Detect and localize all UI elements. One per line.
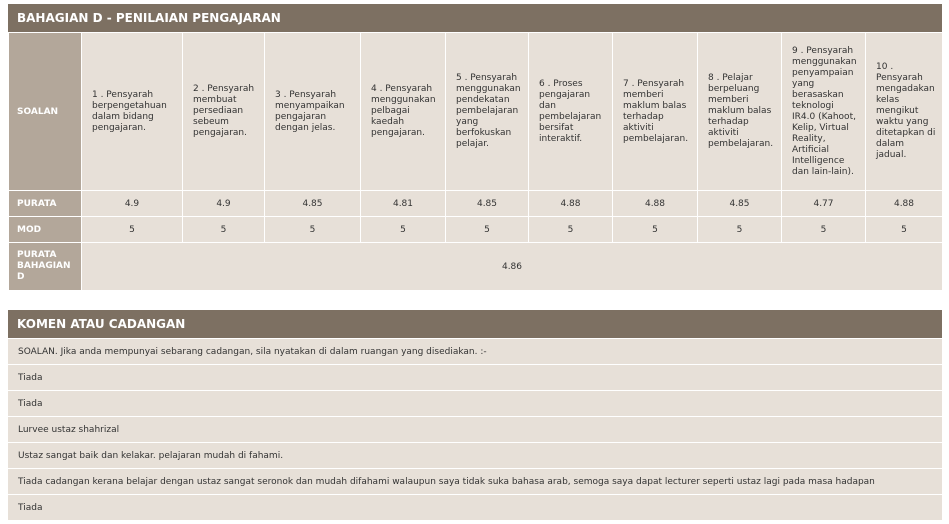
mod-value: 5 bbox=[361, 217, 446, 243]
row-label-soalan: SOALAN bbox=[9, 33, 82, 191]
question-cell: 1 . Pensyarah berpengetahuan dalam bidang pengajaran. bbox=[82, 33, 183, 191]
section-d-title: BAHAGIAN D - PENILAIAN PENGAJARAN bbox=[8, 4, 942, 32]
mod-row bbox=[9, 217, 943, 243]
comment-item: Lurvee ustaz shahrizal bbox=[8, 416, 942, 442]
mod-value: 5 bbox=[183, 217, 265, 243]
mod-value: 5 bbox=[782, 217, 866, 243]
purata-value: 4.88 bbox=[866, 191, 943, 217]
mod-value: 5 bbox=[529, 217, 613, 243]
comment-item: Tiada cadangan kerana belajar dengan ustaz sangat seronok dan mudah difahami walaupun saya tidak suka bahasa arab, semoga saya dapat lecturer seperti ustaz lagi pada masa hadapan bbox=[8, 468, 942, 494]
purata-value: 4.81 bbox=[361, 191, 446, 217]
purata-value: 4.77 bbox=[782, 191, 866, 217]
question-cell: 10 . Pensyarah mengadakan kelas mengikut waktu yang ditetapkan di dalam jadual. bbox=[866, 33, 943, 191]
mod-value: 5 bbox=[613, 217, 698, 243]
comments-question: SOALAN. Jika anda mempunyai sebarang cadangan, sila nyatakan di dalam ruangan yang disediakan. :- bbox=[8, 338, 942, 364]
row-label-mod: MOD bbox=[9, 217, 82, 243]
question-cell: 2 . Pensyarah membuat persediaan sebeum pengajaran. bbox=[183, 33, 265, 191]
purata-value: 4.88 bbox=[529, 191, 613, 217]
purata-bahagian-value: 4.86 bbox=[82, 243, 943, 291]
mod-value: 5 bbox=[265, 217, 361, 243]
purata-value: 4.9 bbox=[82, 191, 183, 217]
purata-value: 4.85 bbox=[446, 191, 529, 217]
questions-row bbox=[9, 33, 943, 191]
row-label-purata: PURATA bbox=[9, 191, 82, 217]
comment-item: Tiada bbox=[8, 390, 942, 416]
purata-value: 4.85 bbox=[265, 191, 361, 217]
mod-value: 5 bbox=[866, 217, 943, 243]
purata-value: 4.88 bbox=[613, 191, 698, 217]
mod-value: 5 bbox=[698, 217, 782, 243]
comment-item: Tiada bbox=[8, 494, 942, 520]
purata-value: 4.9 bbox=[183, 191, 265, 217]
comments-panel bbox=[8, 310, 942, 520]
question-cell: 3 . Pensyarah menyampaikan pengajaran dengan jelas. bbox=[265, 33, 361, 191]
mod-value: 5 bbox=[82, 217, 183, 243]
comment-item: Tiada bbox=[8, 364, 942, 390]
question-cell: 5 . Pensyarah menggunakan pendekatan pembelajaran yang berfokuskan pelajar. bbox=[446, 33, 529, 191]
question-cell: 4 . Pensyarah menggunakan pelbagai kaedah pengajaran. bbox=[361, 33, 446, 191]
question-cell: 8 . Pelajar berpeluang memberi maklum balas terhadap aktiviti pembelajaran. bbox=[698, 33, 782, 191]
purata-bahagian-row bbox=[9, 243, 943, 291]
purata-row bbox=[9, 191, 943, 217]
comments-title: KOMEN ATAU CADANGAN bbox=[8, 310, 942, 338]
purata-value: 4.85 bbox=[698, 191, 782, 217]
comment-item: Ustaz sangat baik dan kelakar. pelajaran mudah di fahami. bbox=[8, 442, 942, 468]
mod-value: 5 bbox=[446, 217, 529, 243]
evaluation-table bbox=[8, 32, 943, 291]
question-cell: 6 . Proses pengajaran dan pembelajaran bersifat interaktif. bbox=[529, 33, 613, 191]
question-cell: 7 . Pensyarah memberi maklum balas terhadap aktiviti pembelajaran. bbox=[613, 33, 698, 191]
row-label-purata-bahagian: PURATA BAHAGIAN D bbox=[9, 243, 82, 291]
section-d-panel bbox=[8, 4, 942, 291]
question-cell: 9 . Pensyarah menggunakan penyampaian yang berasaskan teknologi IR4.0 (Kahoot, Kelip, Virtual Reality, Artificial Intelligence dan lain-lain). bbox=[782, 33, 866, 191]
